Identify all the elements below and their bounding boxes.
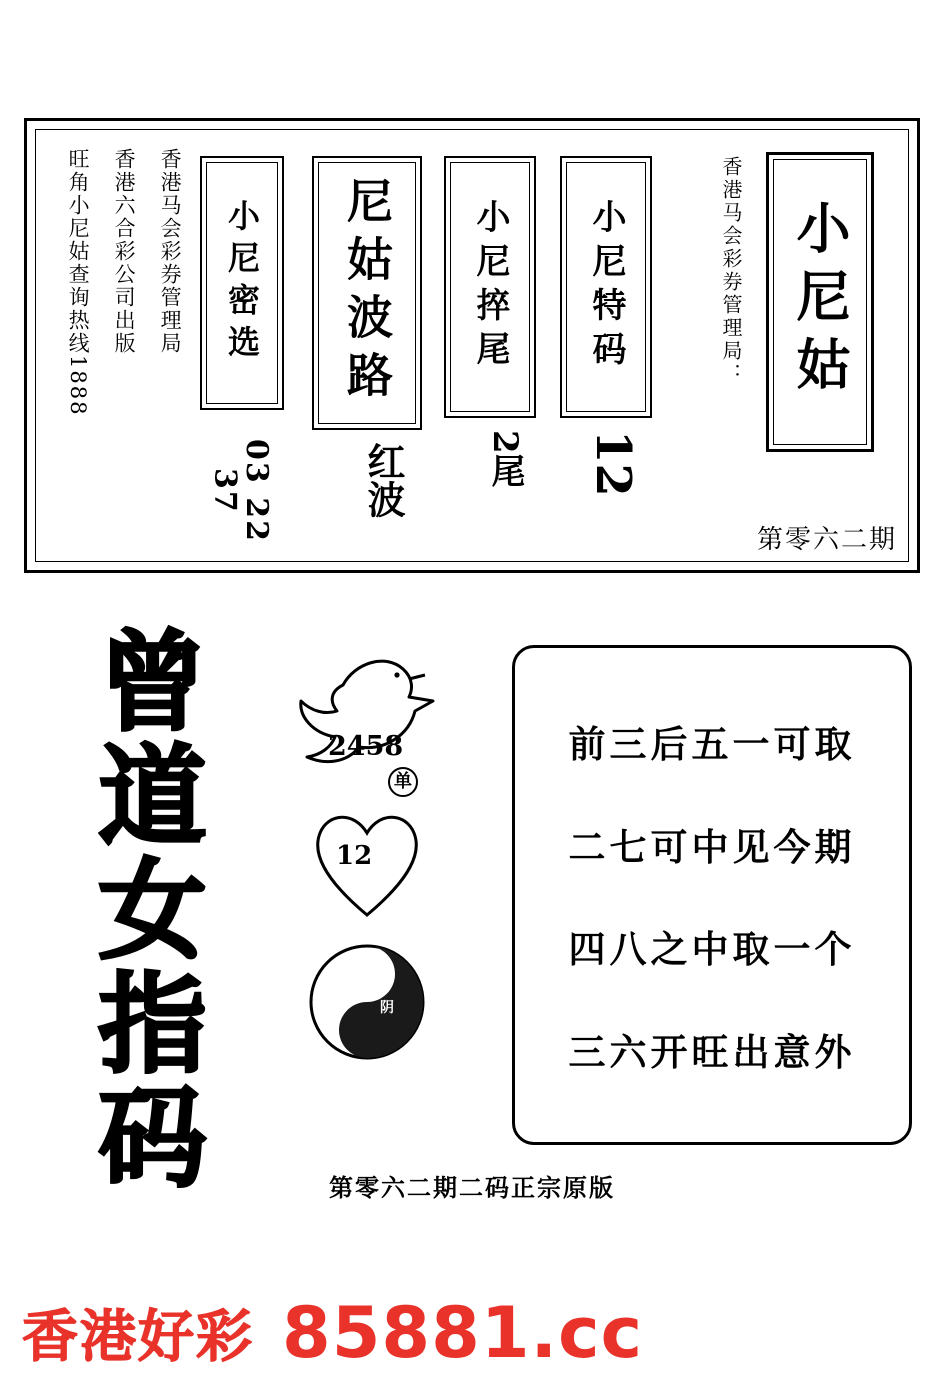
card-tail-pick-inner bbox=[450, 162, 530, 412]
poster-inner-frame bbox=[35, 129, 909, 562]
card-bo-lu-inner bbox=[318, 162, 416, 424]
footer-brand: 香港好彩 bbox=[22, 1305, 254, 1370]
card-bo-lu bbox=[312, 156, 422, 430]
organization-label: 香港马会彩券管理局： bbox=[719, 156, 743, 386]
issue-label: 第零六二期 bbox=[756, 525, 897, 555]
card-special-code-title: 小尼特码 bbox=[586, 199, 626, 375]
card-secret-pick bbox=[200, 156, 284, 410]
symbol-column bbox=[280, 645, 480, 1065]
main-title-cartouche bbox=[766, 152, 874, 452]
card-tail-pick-title: 小尼捽尾 bbox=[470, 199, 510, 375]
footer-url[interactable]: 85881.cc bbox=[282, 1292, 644, 1374]
card-secret-pick-title: 小尼密选 bbox=[223, 199, 261, 367]
card-tail-pick-value: 2尾 bbox=[485, 430, 525, 488]
card-special-code-inner bbox=[566, 162, 646, 412]
dove-icon bbox=[285, 645, 465, 795]
main-title-inner-frame bbox=[773, 159, 867, 445]
card-secret-pick-value: 03 22 37 bbox=[207, 438, 274, 543]
advice-box bbox=[512, 645, 912, 1145]
card-special-code-value: 12 bbox=[585, 430, 641, 497]
dove-number: 2458 bbox=[328, 731, 404, 762]
yin-yang-sub-label: 阴 bbox=[380, 1000, 394, 1016]
section-title: 曾道女指码 bbox=[80, 625, 206, 1195]
advice-line-4: 三六开旺出意外 bbox=[568, 1029, 856, 1074]
yin-yang-number: 22 bbox=[336, 965, 373, 995]
side-text-1: 香港马会彩券管理局 bbox=[158, 148, 183, 355]
side-text-2: 香港六合彩公司出版 bbox=[112, 148, 137, 355]
card-bo-lu-value: 红波 bbox=[361, 442, 406, 518]
dove-sub-label: 单 bbox=[388, 767, 418, 797]
side-text-3: 旺角小尼姑查询热线1888 bbox=[66, 148, 91, 417]
card-secret-pick-inner bbox=[206, 162, 278, 404]
advice-line-1: 前三后五一可取 bbox=[568, 722, 856, 767]
advice-line-2: 二七可中见今期 bbox=[568, 824, 856, 869]
card-tail-pick bbox=[444, 156, 536, 418]
card-special-code bbox=[560, 156, 652, 418]
advice-line-3: 四八之中取一个 bbox=[568, 927, 856, 972]
bottom-caption: 第零六二期二码正宗原版 bbox=[329, 1173, 615, 1202]
footer-bar bbox=[0, 1288, 944, 1378]
poster-frame bbox=[24, 118, 920, 573]
yin-yang-icon bbox=[302, 937, 432, 1067]
heart-number: 12 bbox=[336, 841, 373, 871]
page-title: 小尼姑 bbox=[788, 200, 852, 404]
card-bo-lu-title: 尼姑波路 bbox=[340, 177, 394, 409]
